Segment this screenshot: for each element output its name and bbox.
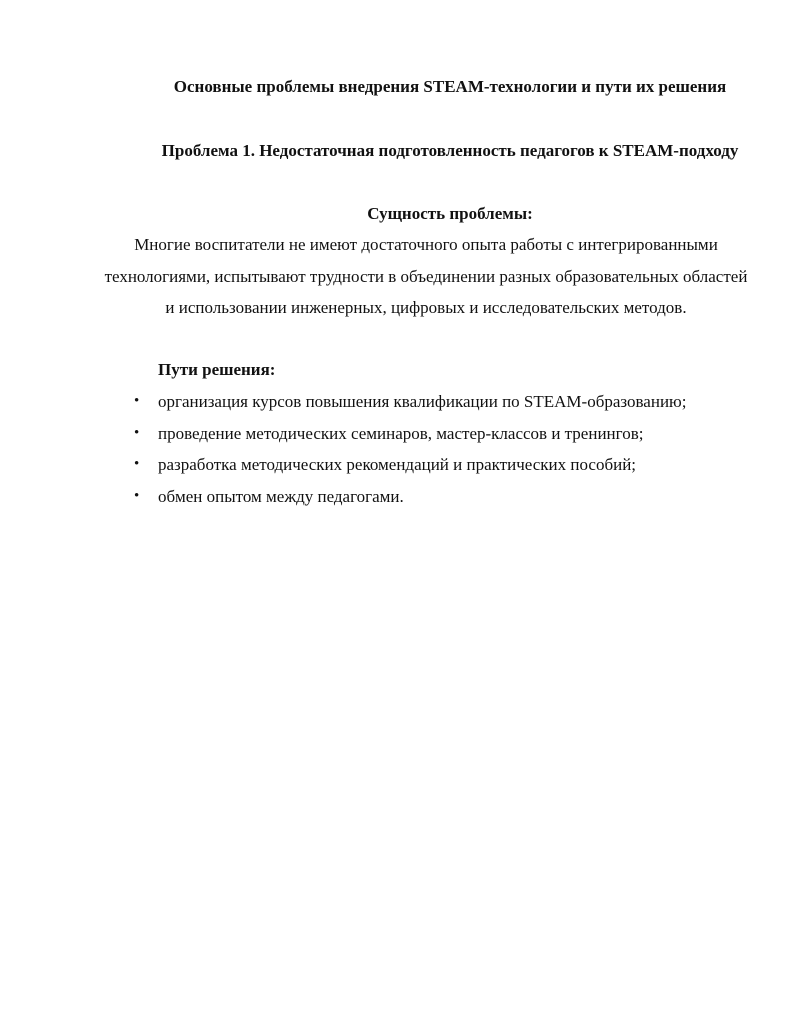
- bullet-icon: •: [134, 456, 140, 472]
- bullet-icon: •: [134, 487, 140, 504]
- list-item-text: организация курсов повышения квалификации по STEAM-образованию;: [158, 392, 687, 411]
- solutions-list: [134, 386, 687, 512]
- problem-heading: Проблема 1. Недостаточная подготовленность педагогов к STEAM-подходу: [161, 141, 739, 160]
- essence-paragraph: Многие воспитатели не имеют достаточного опыта работы с интегрированными технологиями, испытывают трудности в объединении разных образовательных областей и использовании инженерных, цифровых и исследовательских методов.: [104, 235, 748, 317]
- solutions-heading: Пути решения:: [158, 360, 276, 379]
- list-item-text: обмен опытом между педагогами.: [158, 486, 404, 506]
- list-item-text: проведение методических семинаров, мастер-классов и тренингов;: [158, 423, 644, 443]
- list-item: [134, 449, 686, 481]
- essence-heading: Сущность проблемы:: [367, 204, 533, 223]
- document-title: Основные проблемы внедрения STEAM-технологии и пути их решения: [173, 77, 727, 96]
- bullet-icon: •: [134, 424, 140, 441]
- list-item: [134, 481, 686, 513]
- bullet-icon: •: [134, 393, 140, 409]
- list-item: [134, 418, 686, 450]
- list-item: [134, 386, 687, 418]
- list-item-text: разработка методических рекомендаций и практических пособий;: [158, 455, 637, 474]
